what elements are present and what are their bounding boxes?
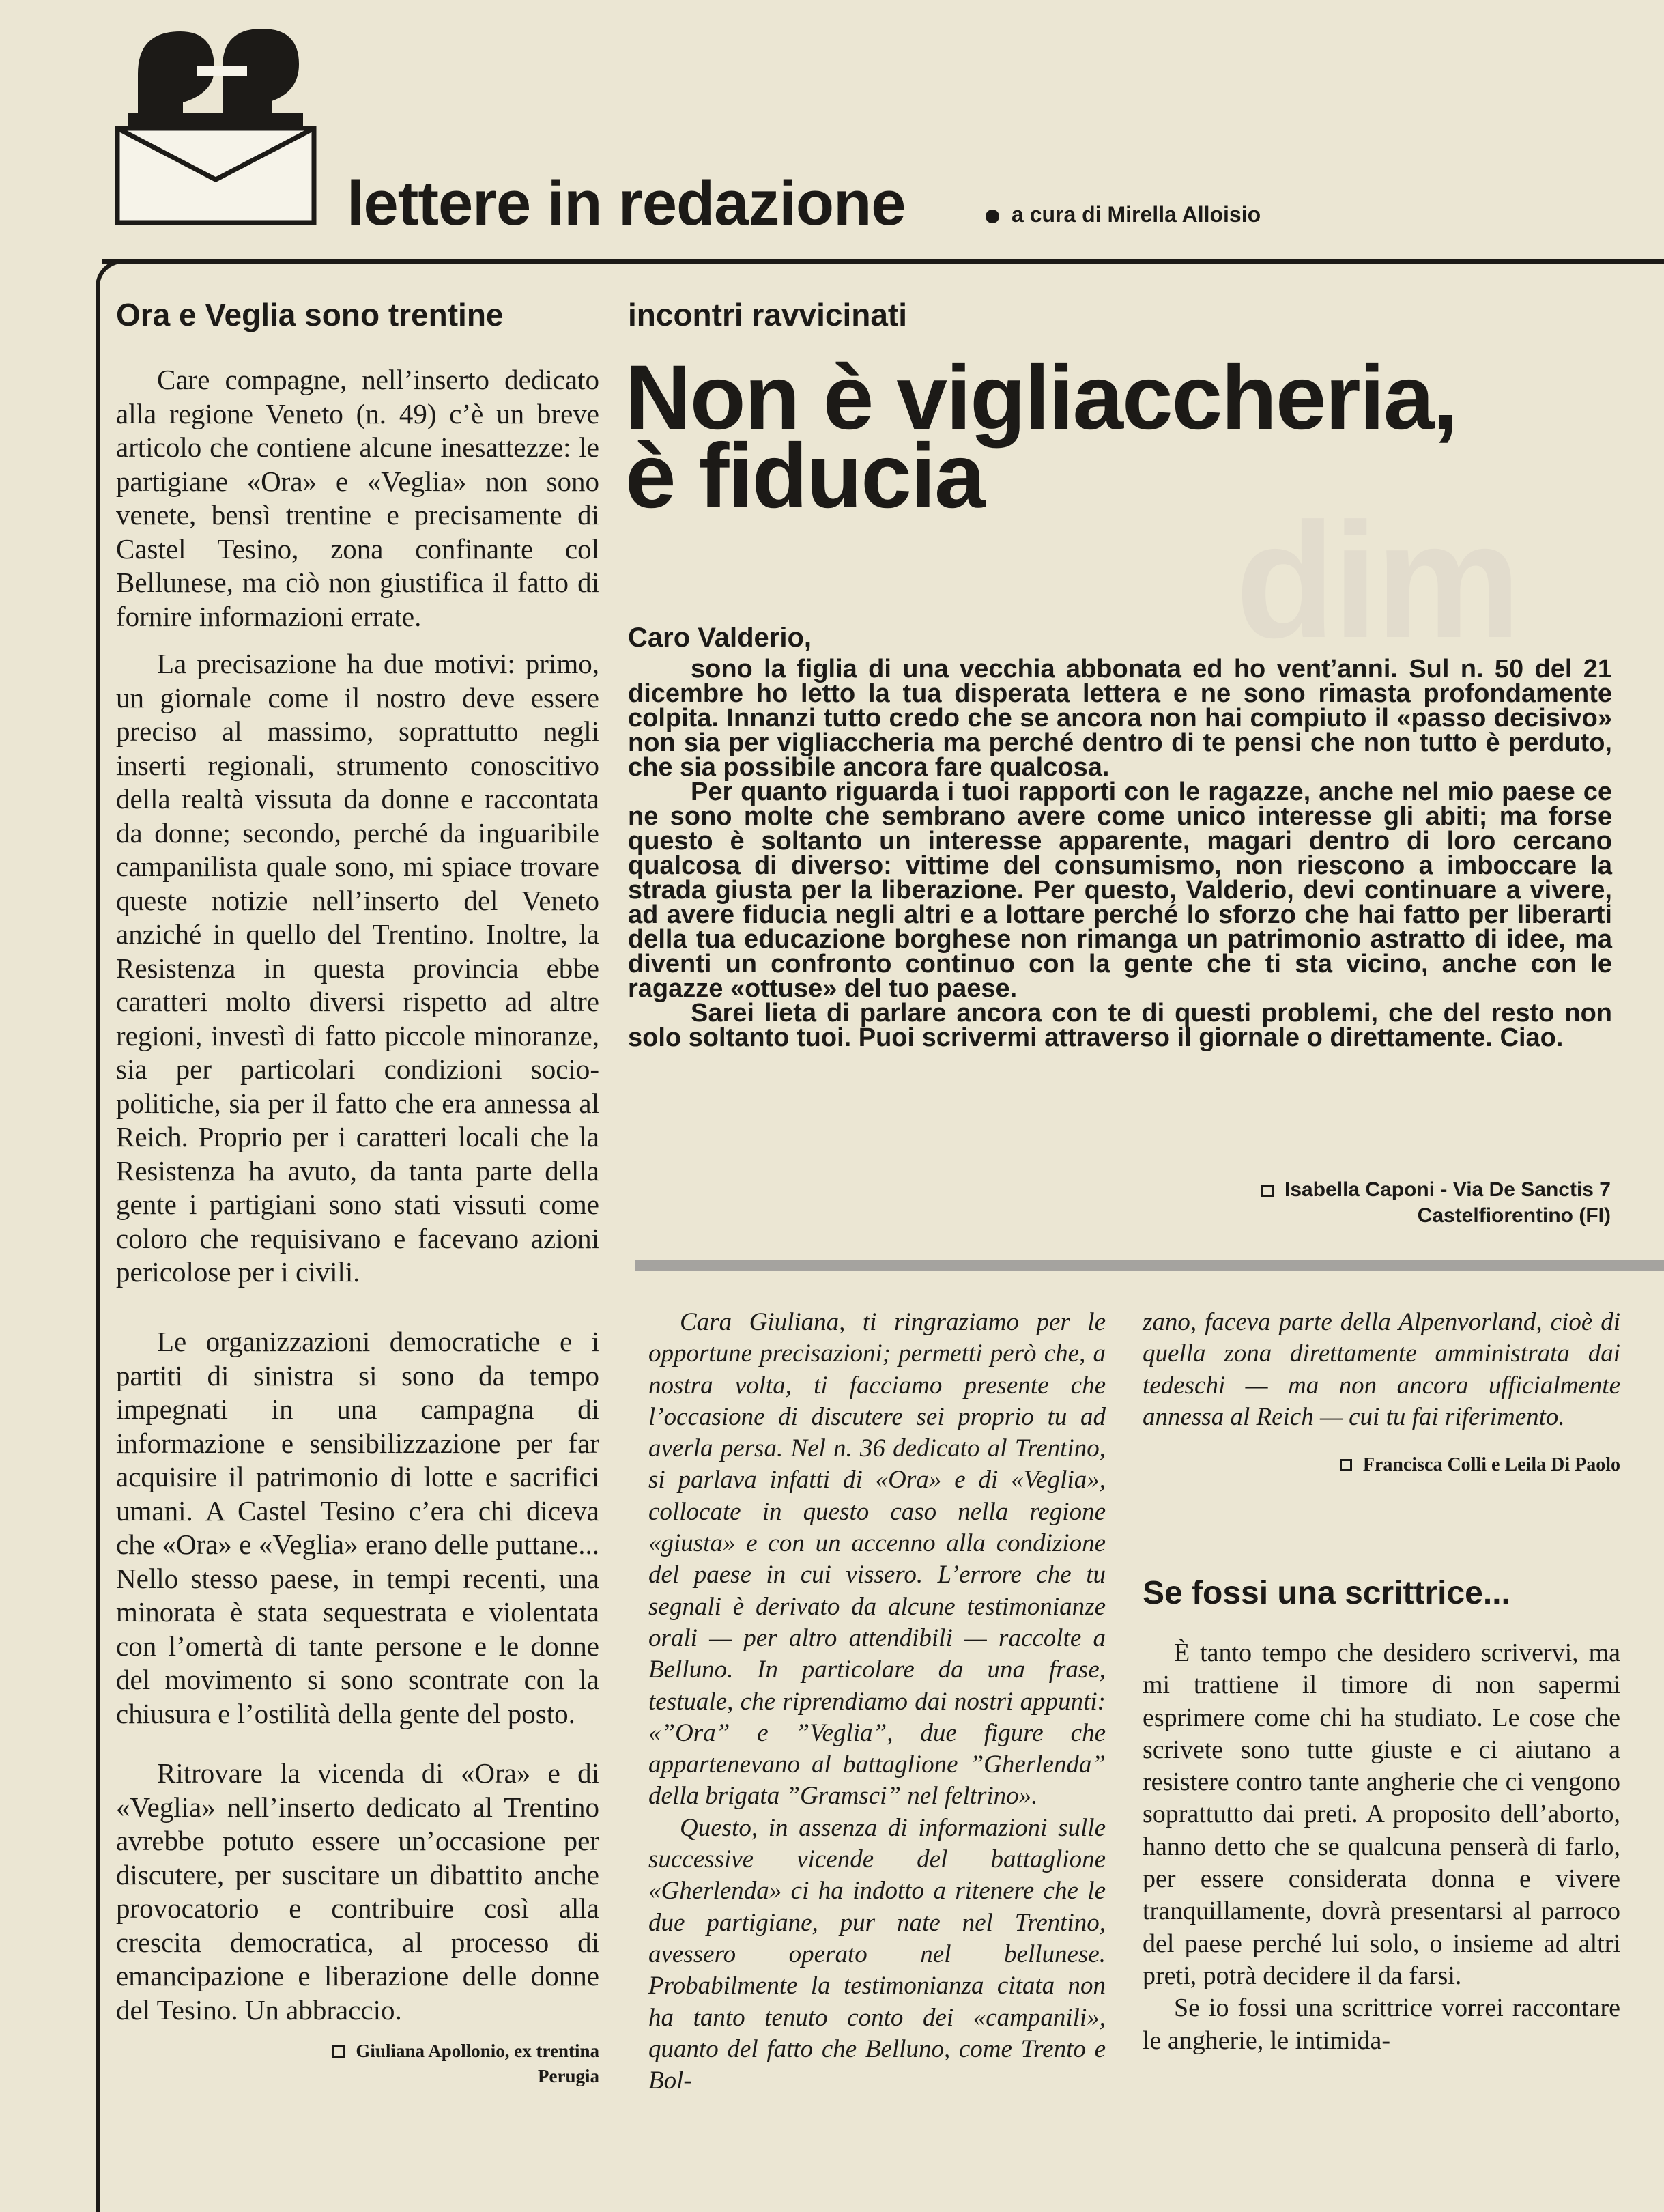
checkbox-icon [332, 2045, 345, 2058]
left-letter-heading: Ora e Veglia sono trentine [116, 297, 504, 332]
left-letter-paragraph-1: Care compagne, nell’inserto dedicato alla regione Veneto (n. 49) c’è un breve articolo che contiene alcune inesattezze: le partigiane «Ora» e «Veglia» non sono venete, bensì trentine e precisamente di Castel Tesino, zona confinante col Bellunese, ma ciò non giustifica il fatto di fornire informazioni errate. [116, 364, 599, 632]
editorial-reply-continuation: zano, faceva parte della Alpenvorland, cioè di quella zona direttamente amministrata dai tedeschi — ma non ancora ufficialmente annessa al Reich — cui tu fai riferimento. [1143, 1308, 1620, 1431]
right-letter-paragraph: È tanto tempo che desidero scrivervi, ma mi trattiene il timore di non sapermi esprimere come chi ha studiato. Le cose che scrivete sono tutte giuste e ci aiutano a resistere contro tante angherie che ci vengono soprattutto dai preti. A proposito dell’aborto, hanno detto che se qualcuna penserà di farlo, per essere considerata donna e vivere tranquillamente, dovrà presentarsi al parroco del paese perché lui solo, o insieme ad altri preti, potrà decidere il da farsi. [1143, 1639, 1620, 1990]
right-letter-heading: Se fossi una scrittrice... [1143, 1575, 1510, 1611]
article-paragraph: Per quanto riguarda i tuoi rapporti con le ragazze, anche nel mio paese ce ne sono molte che sembrano avere come unico interesse gli abiti; ma forse questo è soltanto un interesse apparente, magari dentro di loro cercano qualcosa di diverso: vittime del consumismo, non riescono a imboccare la strada giusta per la liberazione. Per questo, Valderio, devi continuare a vivere, ad avere fiducia negli altri e a lottare perché lo sforzo che hai fatto per liberarti della tua educazione borghese non rimanga un patrimonio astratto di idee, ma diventi un confronto continuo con la gente che ti sta vicino, anche con le ragazze «ottuse» del tuo paese. [628, 778, 1612, 1003]
article-body [628, 657, 1612, 1050]
left-letter-paragraph-4: Ritrovare la vicenda di «Ora» e di «Veglia» nell’inserto dedicato al Trentino avrebbe potuto essere un’occasione per discutere, per suscitare un dibattito anche provocatorio e contribuire così alla crescita democratica, al processo di emancipazione e liberazione delle donne del Tesino. Un abbraccio. [116, 1757, 599, 2026]
letters-envelope-logo-icon [115, 26, 317, 225]
editorial-reply [648, 1307, 1106, 2097]
left-frame-rule [96, 287, 100, 2212]
right-letter-paragraph: Se io fossi una scrittrice vorrei raccontare le angherie, le intimida- [1143, 1994, 1620, 2055]
header-rule [102, 259, 1664, 264]
reply-paragraph: Questo, in assenza di informazioni sulle successive vicende del battaglione «Gherlenda» ci ha indotto a ritenere che le due partigiane, pur nate nel Trentino, avessero operato nel bellunese. Probabilmente la testimonianza citata non ha tanto tenuto conto dei «campanili», quanto del fatto che Belluno, come Trento e Bol- [648, 1813, 1106, 2095]
section-title: lettere in redazione [347, 169, 906, 238]
headline-line-2: è fiducia [625, 425, 984, 527]
signature-city: Perugia [538, 2066, 599, 2086]
left-letter-paragraph-2: La precisazione ha due motivi: primo, un giornale come il nostro deve essere preciso al massimo, soprattutto negli inserti regionali, strumento conoscitivo della realtà vissuta da donne e raccontata da donne; secondo, perché da inguaribile campanilista quale sono, mi spiace trovare queste notizie nell’inserto del Veneto anziché in quello del Trentino. Inoltre, la Resistenza in questa provincia ebbe caratteri molto diversi rispetto ad altre regioni, investì di fatto piccole minoranze, sia per particolari condizioni socio-politiche, sia per il fatto che era annessa al Reich. Proprio per i caratteri locali che la Resistenza ha avuto, da tanta parte della gente i partigiani sono stati vissuti come coloro che requisivano e facevano azioni pericolose per i civili. [116, 648, 599, 1288]
signature-name: Giuliana Apollonio, ex trentina [116, 2039, 599, 2064]
curator-text: a cura di Mirella Alloisio [1012, 202, 1261, 227]
editorial-reply-signature: Francisca Colli e Leila Di Paolo [1143, 1456, 1620, 1475]
section-divider [635, 1260, 1664, 1271]
bleed-through-text: dim [1235, 489, 1519, 672]
signature-line-1: Isabella Caponi - Via De Sanctis 7 [1160, 1177, 1611, 1203]
checkbox-icon [1261, 1185, 1274, 1197]
right-letter-body [1143, 1637, 1620, 2057]
left-letter-signature [116, 2039, 599, 2089]
left-letter-paragraph-3: Le organizzazioni democratiche e i partiti di sinistra si sono da tempo impegnati in una campagna di informazione e sensibilizzazione per far acquisire il patrimonio di lotte e sacrifici umani. A Castel Tesino c’era chi diceva che «Ora» e «Veglia» erano delle puttane... Nello stesso paese, in tempi recenti, una minorata è stata sequestrata e violentata con l’omertà di tante persone e le donne del movimento si sono scontrate con la chiusura e l’ostilità della gente del posto. [116, 1326, 599, 1729]
letter-greeting: Caro Valderio, [628, 623, 812, 653]
curator-credit [986, 203, 1261, 225]
signature-line-2: Castelfiorentino (FI) [1417, 1204, 1611, 1227]
article-paragraph: sono la figlia di una vecchia abbonata ed ho vent’anni. Sul n. 50 del 21 dicembre ho letto la tua disperata lettera e ne sono rimasta profondamente colpita. Innanzi tutto credo che se ancora non hai compiuto il «passo decisivo» non sia per vigliaccheria ma perché dentro di te pensi che non tutto è perduto, che sia possibile ancora fare qualcosa. [628, 655, 1612, 782]
article-kicker: incontri ravvicinati [628, 297, 908, 332]
checkbox-icon [1340, 1459, 1352, 1471]
article-headline [625, 347, 1457, 527]
article-signature [1160, 1177, 1611, 1229]
bullet-icon [986, 210, 999, 223]
article-paragraph: Sarei lieta di parlare ancora con te di questi problemi, che del resto non solo soltanto tuoi. Puoi scrivermi attraverso il giornale o direttamente. Ciao. [628, 999, 1612, 1052]
frame-corner [96, 259, 137, 300]
reply-paragraph: Cara Giuliana, ti ringraziamo per le opportune precisazioni; permetti però che, a nostra volta, ti facciamo presente che l’occasione di discutere sei proprio tu ad averla persa. Nel n. 36 dedicato al Trentino, si parlava infatti di «Ora» e di «Veglia», collocate in questo caso nella regione «giusta» e con un accenno alla condizione del paese in cui vissero. L’errore che tu segnali è derivato da alcune testimonianze orali — per altro attendibili — raccolte a Belluno. In particolare da una frase, testuale, che riprendiamo dai nostri appunti: «”Ora” e ”Veglia”, due figure che appartenevano al battaglione ”Gherlenda” della brigata ”Gramsci” nel feltrino». [648, 1308, 1106, 1811]
headline-line-1: Non è vigliaccheria, [625, 347, 1457, 449]
